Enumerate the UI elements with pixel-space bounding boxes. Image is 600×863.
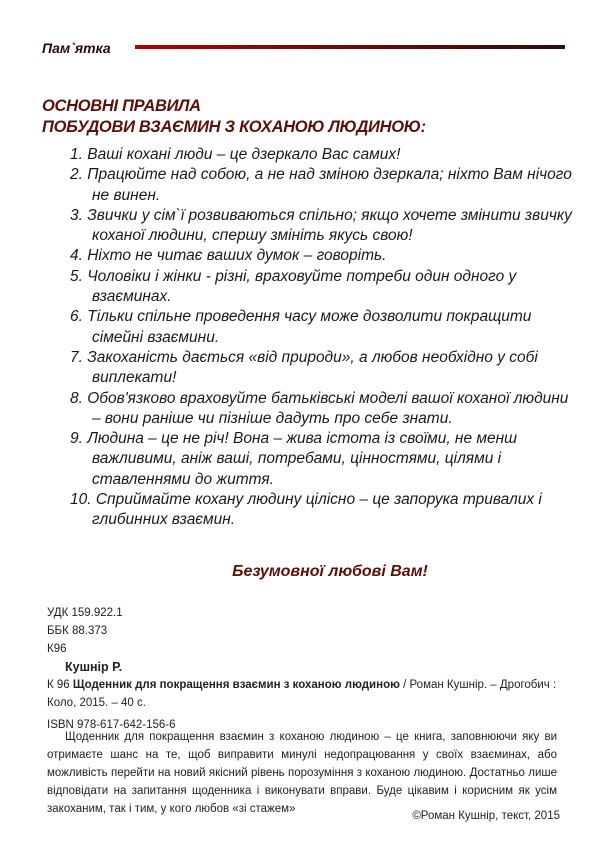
entry-prefix: К 96 [47, 679, 70, 691]
catalog-entry [47, 676, 557, 712]
rule-item: 2. Працюйте над собою, а не над зміною дзеркала; ніхто Вам нічого не винен. [70, 166, 572, 204]
isbn: ISBN 978-617-642-156-6 [47, 719, 176, 731]
author: Кушнір Р. [65, 660, 123, 674]
bbk: ББК 88.373 [47, 625, 108, 637]
title-line-2: ПОБУДОВИ ВЗАЄМИН З КОХАНОЮ ЛЮДИНОЮ: [42, 118, 426, 136]
rule-item: 5. Чоловіки і жінки - різні, враховуйте потреби один одного у взаєминах. [70, 267, 517, 306]
rule-item: 6. Тільки спільне проведення часу може дозволити покращити сімейні взаємини. [70, 308, 532, 346]
rule-item: 9. Людина – це не річ! Вона – жива істота із своїми, не менш важливими, аніж ваші, потребами, цінностями, цілями і ставленнями до життя. [70, 430, 518, 488]
book-description: Щоденник для покращення взаємин з коханою людиною – це книга, заповнюючи яку ви отримаєте шанс на те, щоб виправити минулі недопрацювання у своїх взаєминах, або можливість перейти на новий якісний рівень порозуміння з коханою людиною. Достатньо лише відповідати на запитання щоденника і виконувати вправи. Буде цікавим і корисним як усім закоханим, так і тим, у кого любов «зі стажем» [47, 731, 557, 815]
rule-item: 8. Обов'язково враховуйте батьківські моделі вашої коханої людини – вони раніше чи пізніше дадуть про себе знати. [70, 389, 569, 427]
rules-list [70, 145, 580, 531]
rule-item: 10. Сприймайте кохану людину цілісно – це запорука тривалих і глибинних взаємин. [70, 491, 542, 529]
closing-line: Безумовної любові Вам! [232, 563, 428, 580]
entry-title: Щоденник для покращення взаємин з коханою людиною [72, 679, 400, 691]
header-rule [135, 45, 565, 49]
copyright: ©Роман Кушнір, текст, 2015 [412, 810, 560, 822]
bibliographic-info [47, 604, 557, 734]
author-code: К96 [47, 643, 67, 655]
rule-item: 7. Закоханість дається «від природи», а любов необхідно у собі виплекати! [70, 348, 538, 387]
page-title [42, 96, 426, 138]
section-label: Пам`ятка [42, 40, 111, 56]
rule-item: 3. Звички у сім`ї розвиваються спільно; якщо хочете змінити звичку коханої людини, спершу змініть якусь свою! [70, 206, 572, 245]
rule-item: 4. Ніхто не читає ваших думок – говоріть. [70, 247, 387, 265]
rule-item: 1. Ваші кохані люди – це дзеркало Вас самих! [70, 146, 401, 163]
entry-rest: / Роман Кушнір. – Дрогобич : Коло, 2015. – 40 с. [47, 679, 557, 709]
title-line-1: ОСНОВНІ ПРАВИЛА [42, 97, 201, 115]
udk: УДК 159.922.1 [47, 607, 123, 619]
